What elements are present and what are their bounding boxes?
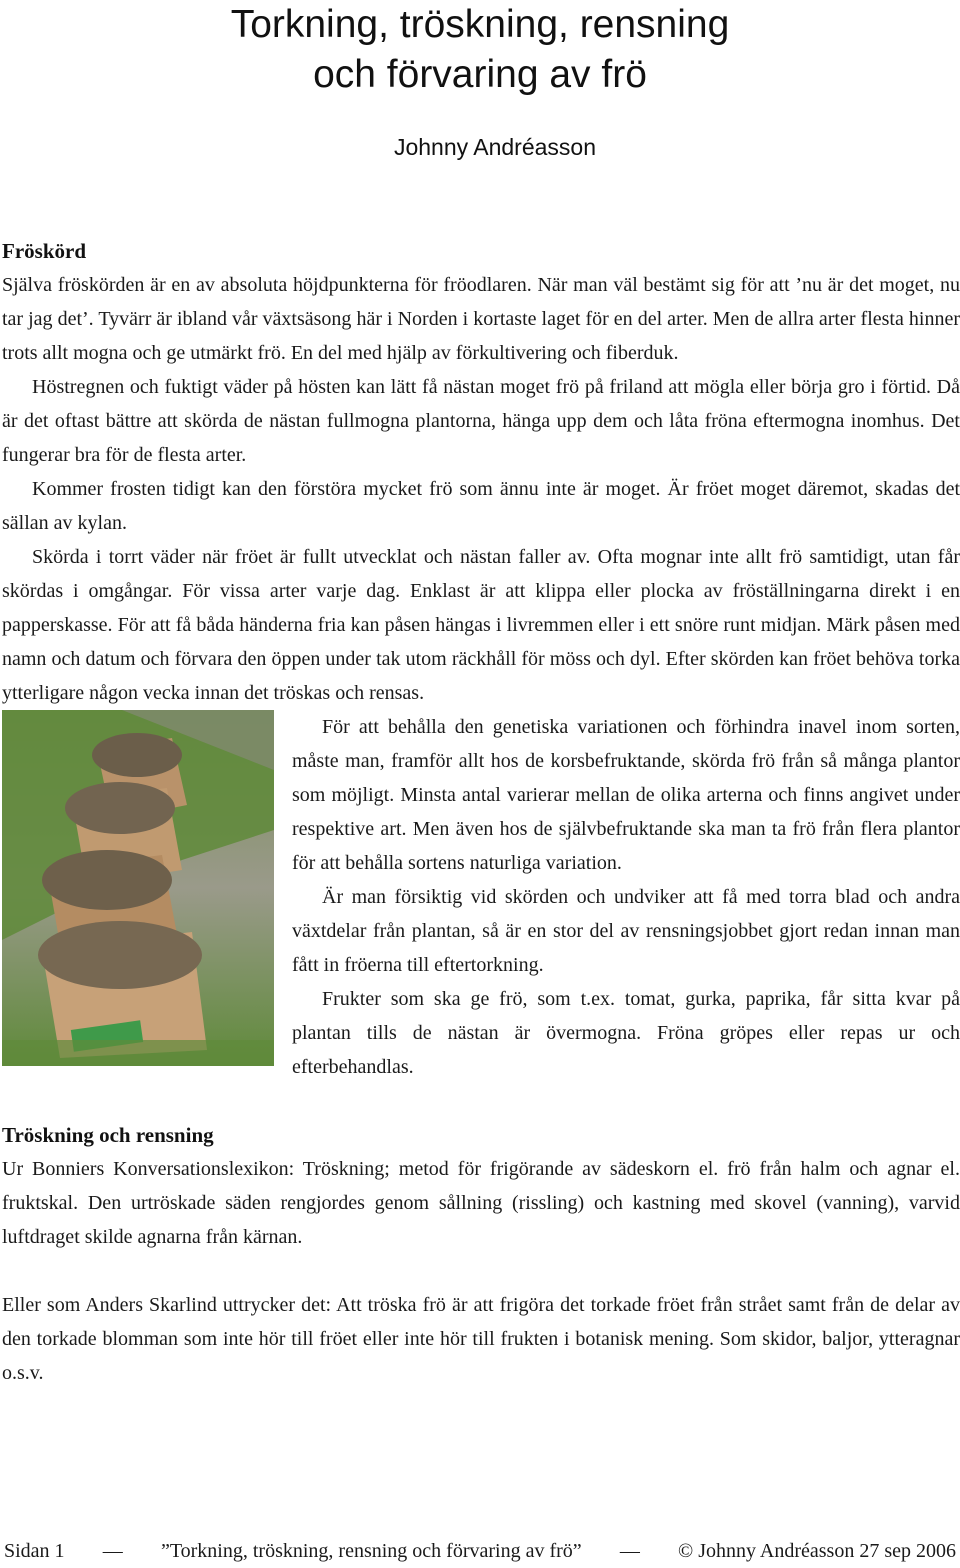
paragraph: För att behålla den genetiska variationen och förhindra inavel inom sorten, måste man, framför allt hos de korsbefruktande, skörda frö från så många plantor som möjligt. Minsta antal varierar mellan de olika arterna och finns angivet under respektive art. Men även hos de självbefruktande ska man ta frö från flera plantor för att behålla sortens naturliga variation. <box>292 716 960 874</box>
title-line-1: Torkning, tröskning, rensning <box>230 3 730 46</box>
document-title <box>0 0 960 100</box>
document-body <box>2 234 960 1390</box>
footer-dash: — <box>102 1540 123 1562</box>
spacer <box>2 1254 960 1288</box>
spacer <box>2 1084 960 1118</box>
section-heading-troskning: Tröskning och rensning <box>2 1123 214 1147</box>
page-footer <box>4 1534 956 1568</box>
footer-dash: — <box>619 1540 640 1562</box>
section-heading-froskord: Fröskörd <box>2 239 86 263</box>
seed-bags-photo <box>2 710 274 1066</box>
title-line-2: och förvaring av frö <box>313 53 647 96</box>
author-name: Johnny Andréasson <box>393 134 597 160</box>
footer-doc-title: ”Torkning, tröskning, rensning och förvaring av frö” <box>160 1540 582 1562</box>
paragraph: Ur Bonniers Konversationslexikon: Tröskning; metod för frigörande av sädeskorn el. frö från halm och agnar el. fruktskal. Den urtröskade säden rengjordes genom sållning (rissling) och kastning med skovel (vanning), varvid luftdraget skilde agnarna från kärnan. <box>2 1158 960 1248</box>
paragraph: Höstregnen och fuktigt väder på hösten kan lätt få nästan moget frö på friland att mögla eller börja gro i förtid. Då är det oftast bättre att skörda de nästan fullmogna plantorna, hänga upp dem och låta fröna eftermogna inomhus. Det fungerar bra för de flesta arter. <box>2 376 960 466</box>
paragraph: Är man försiktig vid skörden och undviker att få med torra blad och andra växtdelar från plantan, så är en stor del av rensningsjobbet gjort redan innan man fått in fröerna till eftertorkning. <box>292 886 960 976</box>
paragraph: Skörda i torrt väder när fröet är fullt utvecklat och nästan faller av. Ofta mognar inte allt frö samtidigt, utan får skördas i omgångar. För vissa arter varje dag. Enklast är att klippa eller plocka av fröställningarna direkt i en papperskasse. För att få båda händerna fria kan påsen hängas i livremmen eller i ett snöre runt midjan. Märk påsen med namn och datum och förvara den öppen under tak utom räckhåll för möss och dyl. Efter skörden kan fröet behöva torka ytterligare någon vecka innan det tröskas och rensas. <box>2 546 960 704</box>
paragraph: Kommer frosten tidigt kan den förstöra mycket frö som ännu inte är moget. Är fröet moget däremot, skadas det sällan av kylan. <box>2 478 960 534</box>
footer-page-number: Sidan 1 <box>4 1540 65 1562</box>
paragraph: Själva fröskörden är en av absoluta höjdpunkterna för fröodlaren. När man väl bestämt sig för att ’nu är det moget, nu tar jag det’. Tyvärr är ibland vår växtsäsong här i Norden i kortaste laget för en del arter. Men de allra arter flesta hinner trots allt mogna och ge utmärkt frö. En del med hjälp av förkultivering och fiberduk. <box>2 274 960 364</box>
paragraph: Eller som Anders Skarlind uttrycker det: Att tröska frö är att frigöra det torkade fröet från strået samt från de delar av den torkade blomman som inte hör till fröet eller inte hör till frukten i botanisk mening. Som skidor, baljor, ytteragnar o.s.v. <box>2 1294 960 1384</box>
footer-copyright: © Johnny Andréasson 27 sep 2006 <box>678 1540 956 1562</box>
paragraph: Frukter som ska ge frö, som t.ex. tomat, gurka, paprika, får sitta kvar på plantan tills de nästan är övermogna. Fröna gröpes eller repas ur och efterbehandlas. <box>292 988 960 1078</box>
